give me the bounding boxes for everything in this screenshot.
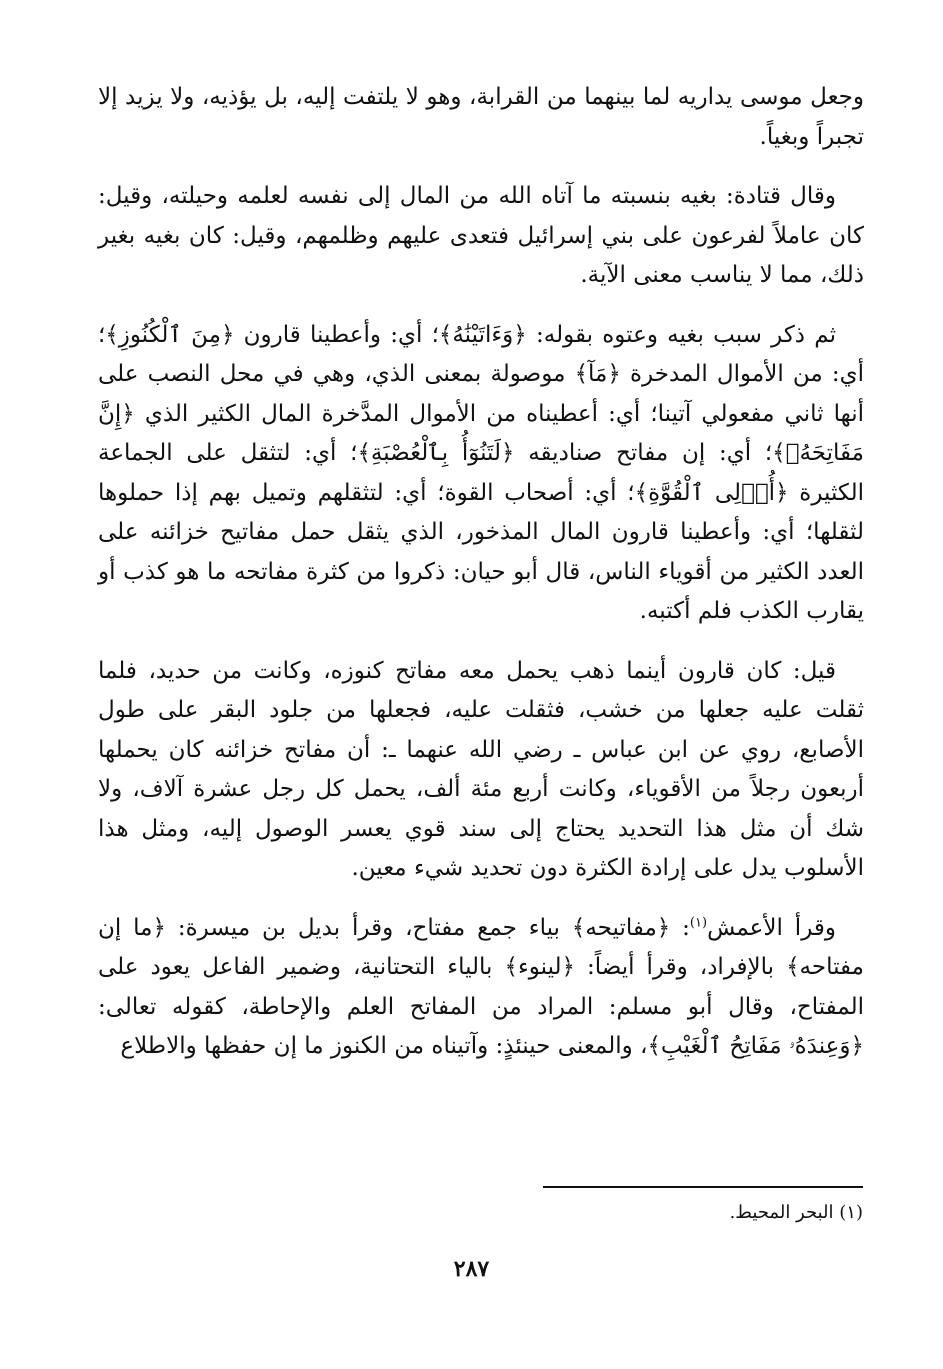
page-number: ٢٨٧ [453,1256,490,1282]
paragraph-2: وقال قتادة: بغيه بنسبته ما آتاه الله من المال إلى نفسه لعلمه وحيلته، وقيل: كان عاملاً لفرعون على بني إسرائيل فتعدى عليهم وظلمهم، وقيل: كان بغيه بغير ذلك، مما لا يناسب معنى الآية. [98,183,864,288]
paragraph-5-lead: وقرأ الأعمش [707,914,836,941]
page-body [98,78,864,1087]
footnote [730,1202,863,1223]
paragraph-5-body: : ﴿مفاتيحه﴾ بياء جمع مفتاح، وقرأ بديل بن ميسرة: ﴿ما إن مفتاحه﴾ بالإفراد، وقرأ أيضاً: ﴿لينوء﴾ بالياء التحتانية، وضمير الفاعل يعود على المفتاح، وقال أبو مسلم: المراد من المفاتح العلم والإحاطة، كقوله تعالى: ﴿وَعِندَهُۥ مَفَاتِحُ ٱلْغَيْبِ﴾، والمعنى حينئذٍ: وآتيناه من الكنوز ما إن حفظها والاطلاع [98,914,864,1059]
footnote-text: البحر المحيط. [729,1202,834,1223]
footnote-reference[interactable]: (١) [689,914,708,930]
paragraph-1: وجعل موسى يداريه لما بينهما من القرابة، وهو لا يلتفت إليه، بل يؤذيه، ولا يزيد إلا تجبراً وبغياً. [98,84,864,150]
footnote-separator [543,1186,863,1188]
paragraph-4: قيل: كان قارون أينما ذهب يحمل معه مفاتح كنوزه، وكانت من حديد، فلما ثقلت عليه جعلها من خشب، فثقلت عليه، فجعلها من جلود البقر على طول الأصابع، روي عن ابن عباس ـ رضي الله عنهما ـ: أن مفاتح خزائنه كان يحملها أربعون رجلاً من الأقوياء، وكانت أربع مئة ألف، يحمل كل رجل عشرة آلاف، ولا شك أن مثل هذا التحديد يحتاج إلى سند قوي يعسر الوصول إليه، ومثل هذا الأسلوب يدل على إرادة الكثرة دون تحديد شيء معين. [98,657,864,881]
paragraph-3: ثم ذكر سبب بغيه وعتوه بقوله: ﴿وَءَاتَيْنَٰهُ﴾؛ أي: وأعطينا قارون ﴿مِنَ ٱلْكُنُوزِ﴾؛ أي: من الأموال المدخرة ﴿مَآ﴾ موصولة بمعنى الذي، وهي في محل النصب على أنها ثاني مفعولي آتينا؛ أي: أعطيناه من الأموال المدَّخرة المال الكثير الذي ﴿إِنَّ مَفَاتِحَهُۥ﴾؛ أي: إن مفاتح صناديقه ﴿لَتَنُوٓأُ بِٱلْعُصْبَةِ﴾؛ أي: لتثقل على الجماعة الكثيرة ﴿أُو۟لِى ٱلْقُوَّةِ﴾؛ أي: أصحاب القوة؛ أي: لتثقلهم وتميل بهم إذا حملوها لثقلها؛ أي: وأعطينا قارون المال المذخور، الذي يثقل حمل مفاتيح خزائنه على العدد الكثير من أقوياء الناس، قال أبو حيان: ذكروا من كثرة مفاتحه ما هو كذب أو يقارب الكذب فلم أكتبه. [98,321,864,624]
footnote-marker: (١) [839,1202,863,1223]
paragraph-5 [98,909,864,1067]
